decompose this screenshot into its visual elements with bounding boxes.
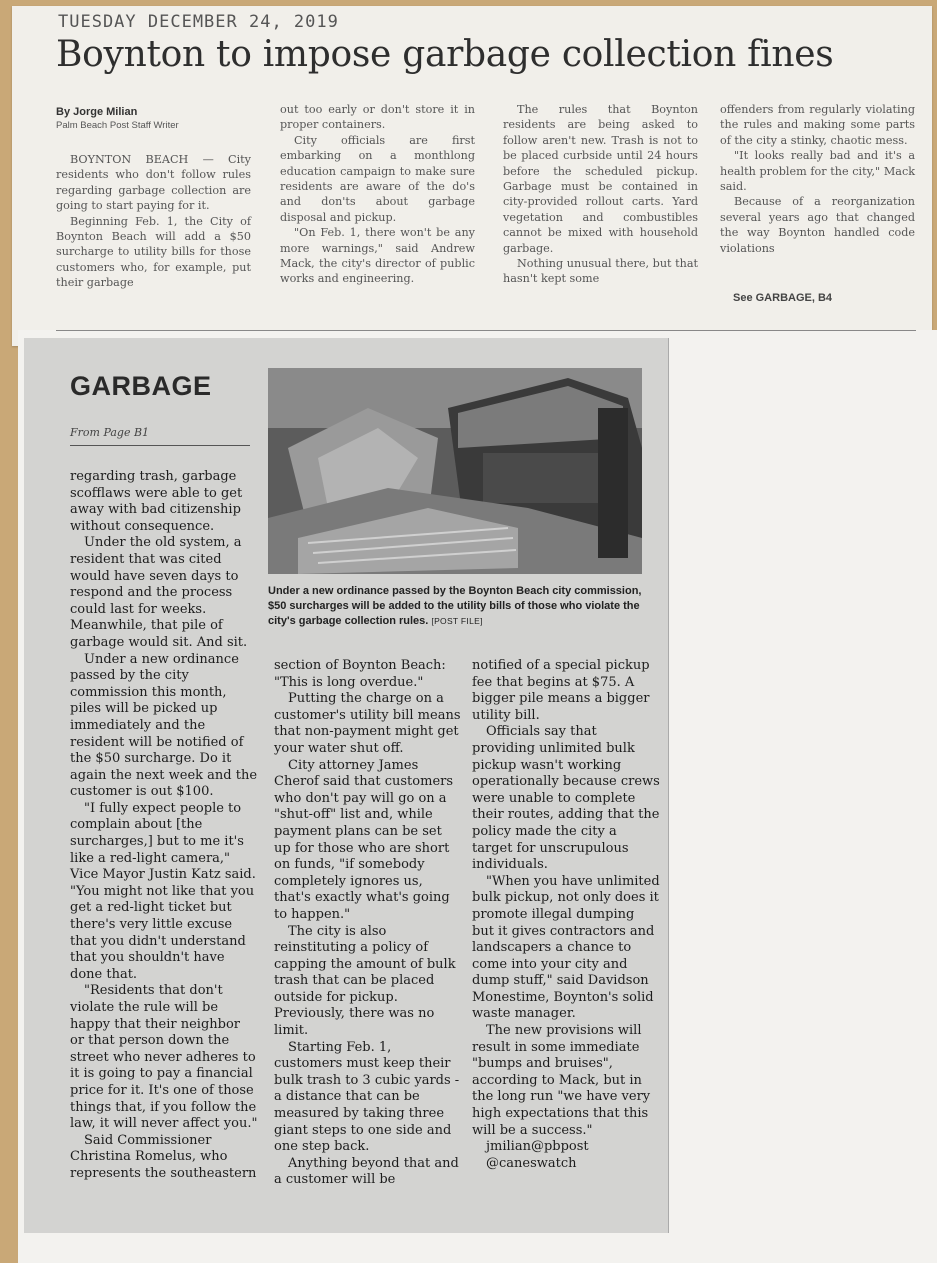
story-paragraph: "It looks really bad and it's a health problem for the city," Mack said. xyxy=(720,149,915,194)
jump-paragraph: section of Boynton Beach: "This is long overdue." xyxy=(274,658,446,690)
story-column-1 xyxy=(56,152,251,291)
photo-caption xyxy=(268,584,648,629)
jump-paragraph: Starting Feb. 1, customers must keep their bulk trash to 3 cubic yards - a distance that can be measured by taking three giant steps to one side and one step back. xyxy=(274,1039,460,1155)
story-column-2 xyxy=(280,102,475,287)
jump-paragraph: City attorney James Cherof said that customers who don't pay will go on a "shut-off" list and, while payment plans can be set up for those who are short on funds, "if somebody completely ignores us, that's exactly what's going to happen." xyxy=(274,757,454,922)
byline-author: By Jorge Milian xyxy=(56,106,138,118)
jump-paragraph: Anything beyond that and a customer will be xyxy=(274,1155,459,1188)
story-paragraph: City officials are first embarking on a monthlong education campaign to make sure residents are aware of the do's and don'ts about garbage disposal and pickup. xyxy=(280,133,475,224)
story-paragraph: out too early or don't store it in proper containers. xyxy=(280,103,475,132)
jump-paragraph: "I fully expect people to complain about [the surcharges,] but to me it's like a red-light camera," Vice Mayor Justin Katz said. "You might not like that you get a red-light ticket but there's very little excuse that you didn't understand that you shouldn't have done that. xyxy=(70,800,256,982)
story-column-3 xyxy=(503,102,698,287)
jump-clipping xyxy=(24,338,669,1233)
photo-credit: [POST FILE] xyxy=(431,616,483,626)
see-more-jump-line: See GARBAGE, B4 xyxy=(733,292,833,304)
byline xyxy=(56,106,261,131)
jump-column-3 xyxy=(472,658,660,1172)
jump-paragraph: regarding trash, garbage scofflaws were able to get away with bad citizenship without consequence. xyxy=(70,469,243,534)
jump-paragraph: Putting the charge on a customer's utility bill means that non-payment might get your water shut off. xyxy=(274,691,461,756)
story-column-4 xyxy=(720,102,915,256)
author-email: jmilian@pbpost xyxy=(486,1139,589,1155)
story-paragraph: Nothing unusual there, but that hasn't kept some xyxy=(503,257,698,286)
story-headline: Boynton to impose garbage collection fines xyxy=(56,34,834,75)
title-divider xyxy=(70,445,250,446)
jump-paragraph: notified of a special pickup fee that begins at $75. A bigger pile means a bigger utility bill. xyxy=(472,658,650,723)
handwritten-date: TUESDAY DECEMBER 24, 2019 xyxy=(58,12,339,32)
jump-paragraph: Said Commissioner Christina Romelus, who represents the southeastern xyxy=(70,1132,257,1181)
jump-paragraph: The new provisions will result in some immediate "bumps and bruises", according to Mack, but in the long run "we have very high expectations that this will be a success." xyxy=(472,1023,651,1138)
garbage-pile-photo xyxy=(268,368,642,574)
section-divider xyxy=(56,330,916,331)
jump-paragraph: "When you have unlimited bulk pickup, not only does it promote illegal dumping but it gives contractors and landscapers a chance to come into your city and dump stuff," said Davidson Monestime, Boynton's solid waste manager. xyxy=(472,873,660,1022)
jump-paragraph: Under a new ordinance passed by the city commission this month, piles will be picked up immediately and the resident will be notified of the $50 surcharge. Do it again the next week and the customer is out $100. xyxy=(70,651,258,800)
photo-image xyxy=(268,368,642,574)
from-page-label: From Page B1 xyxy=(70,426,150,439)
story-paragraph: BOYNTON BEACH — City residents who don't follow rules regarding garbage collection are going to start paying for it. xyxy=(56,153,251,213)
jump-paragraph: Under the old system, a resident that was cited would have seven days to respond and the process could last for weeks. Meanwhile, that pile of garbage would sit. And sit. xyxy=(70,535,248,650)
jump-paragraph: Officials say that providing unlimited bulk pickup wasn't working operationally because crews were unable to complete their routes, adding that the policy made the city a target for unscrupulous individuals. xyxy=(472,724,660,873)
jump-title: GARBAGE xyxy=(70,371,212,401)
story-paragraph: offenders from regularly violating the rules and making some parts of the city a stinky, chaotic mess. xyxy=(720,103,915,147)
jump-paragraph: "Residents that don't violate the rule will be happy that their neighbor or that person down the street who never adheres to it is going to pay a financial price for it. It's one of those things that, if you follow the law, it will never affect you." xyxy=(70,983,258,1132)
jump-paragraph: The city is also reinstituting a policy of capping the amount of bulk trash that can be placed outside for pickup. Previously, there was no limit. xyxy=(274,923,456,1039)
story-paragraph: The rules that Boynton residents are being asked to follow aren't new. Trash is not to be placed curbside until 24 hours before the scheduled pickup. Garbage must be contained in city-provided rollout carts. Yard vegetation and combustibles cannot be mixed with household garbage. xyxy=(503,103,698,255)
author-handle: @caneswatch xyxy=(486,1155,577,1171)
byline-role: Palm Beach Post Staff Writer xyxy=(56,120,179,131)
story-paragraph: "On Feb. 1, there won't be any more warnings," said Andrew Mack, the city's director of public works and engineering. xyxy=(280,226,475,286)
story-paragraph: Beginning Feb. 1, the City of Boynton Beach will add a $50 surcharge to utility bills for those customers who, for example, put their garbage xyxy=(56,214,251,290)
caption-text: Under a new ordinance passed by the Boynton Beach city commission, $50 surcharges will be added to the utility bills of those who violate the city's garbage collection rules. xyxy=(268,585,642,627)
jump-column-1 xyxy=(70,469,258,1183)
jump-column-2 xyxy=(274,658,462,1189)
story-paragraph: Because of a reorganization several years ago that changed the way Boynton handled code violations xyxy=(720,195,915,255)
